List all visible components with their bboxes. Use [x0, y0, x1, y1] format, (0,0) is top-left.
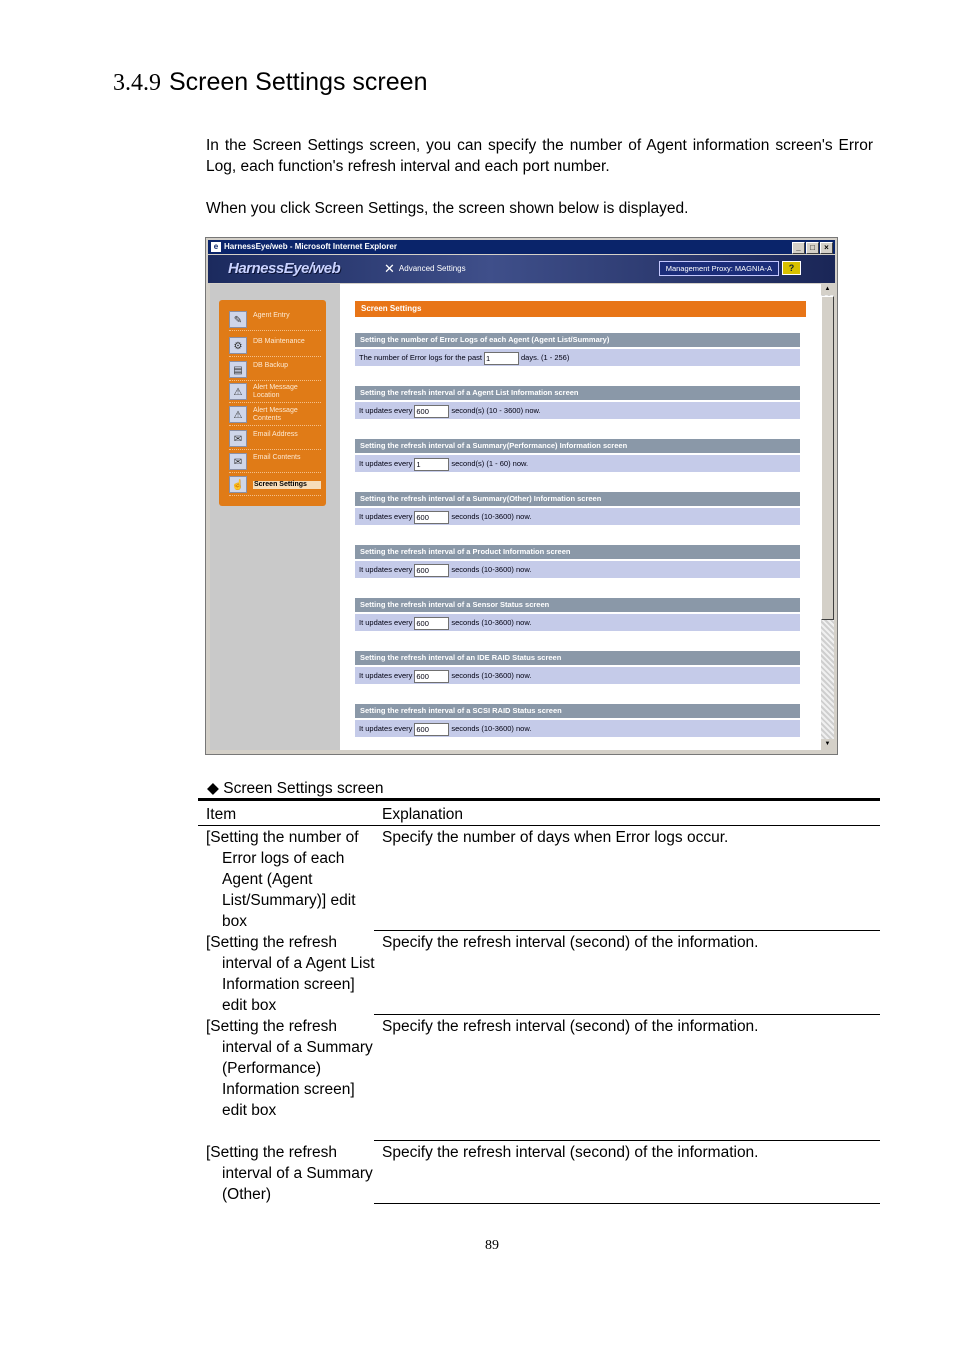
app-header — [208, 255, 835, 283]
row-text-after: seconds (10-3600) now. — [451, 724, 532, 733]
row-text-before: It updates every — [359, 671, 413, 680]
help-button[interactable]: ? — [782, 261, 801, 275]
interval-input[interactable]: 600 — [414, 564, 449, 577]
close-button[interactable]: × — [820, 242, 833, 254]
row-explanation: Specify the refresh interval (second) of the information. — [382, 1144, 759, 1161]
sidebar-item[interactable] — [229, 310, 321, 331]
table-row — [198, 1015, 880, 1141]
section-header: Setting the refresh interval of an IDE RAID Status screen — [355, 651, 800, 665]
table-row — [198, 1141, 880, 1205]
sidebar-item-label: Alert Message Location — [253, 384, 298, 399]
table-header — [198, 801, 880, 826]
app-logo: HarnessEye/web — [228, 260, 341, 277]
settings-section — [355, 439, 800, 472]
advanced-settings-title — [384, 261, 466, 277]
row-text-before: It updates every — [359, 618, 413, 627]
row-item: [Setting the refresh interval of a Summary (Performance) Information screen] edit box — [206, 1018, 373, 1119]
tools-icon: ✕ — [384, 261, 395, 276]
section-heading — [113, 68, 427, 97]
header-explanation: Explanation — [382, 806, 464, 823]
row-text-before: It updates every — [359, 724, 413, 733]
row-text-after: days. (1 - 256) — [520, 353, 570, 362]
email-contents-icon: ✉ — [229, 453, 247, 470]
sidebar-menu — [219, 300, 326, 506]
maximize-button[interactable]: □ — [806, 242, 819, 254]
settings-section — [355, 598, 800, 631]
sidebar-item[interactable] — [229, 382, 321, 403]
agent-entry-icon: ✎ — [229, 311, 247, 328]
screenshot-window — [205, 237, 838, 755]
click-paragraph: When you click Screen Settings, the screen shown below is displayed. — [206, 200, 689, 217]
sidebar-item-label: Email Contents — [253, 454, 301, 461]
screen-settings-icon: ☝ — [229, 476, 247, 493]
section-header: Setting the refresh interval of a Product Information screen — [355, 545, 800, 559]
row-text-after: seconds (10-3600) now. — [451, 565, 532, 574]
row-text-before: The number of Error logs for the past — [359, 353, 482, 362]
minimize-button[interactable]: _ — [792, 242, 805, 254]
row-text-before: It updates every — [359, 565, 413, 574]
scroll-thumb[interactable] — [821, 296, 834, 620]
sidebar-item-label: Email Address — [253, 431, 298, 438]
vertical-scrollbar[interactable] — [821, 284, 834, 750]
section-row — [355, 349, 800, 366]
sidebar-item-label: DB Backup — [253, 362, 289, 369]
row-explanation: Specify the refresh interval (second) of the information. — [382, 1018, 759, 1035]
sidebar-item[interactable] — [229, 452, 321, 473]
screen-settings-banner: Screen Settings — [355, 301, 806, 317]
settings-section — [355, 333, 800, 366]
browser-icon: e — [211, 242, 221, 252]
section-row — [355, 455, 800, 472]
section-row — [355, 402, 800, 419]
settings-section — [355, 704, 800, 737]
scroll-down-icon[interactable]: ▼ — [821, 739, 834, 750]
settings-content — [340, 284, 822, 750]
row-text-before: It updates every — [359, 512, 413, 521]
alert-contents-icon: ⚠ — [229, 406, 247, 423]
header-title: Advanced Settings — [398, 264, 466, 274]
interval-input[interactable]: 1 — [414, 458, 449, 471]
db-backup-icon: ▤ — [229, 361, 247, 378]
sidebar-item-label: Agent Entry — [253, 312, 290, 319]
section-row — [355, 667, 800, 684]
sidebar-item[interactable] — [229, 475, 321, 496]
sidebar-item[interactable] — [229, 360, 321, 381]
db-maintenance-icon: ⚙ — [229, 337, 247, 354]
row-text-after: seconds (10-3600) now. — [451, 671, 532, 680]
table-row — [198, 826, 880, 931]
row-explanation: Specify the refresh interval (second) of the information. — [382, 934, 759, 951]
section-header: Setting the number of Error Logs of each Agent (Agent List/Summary) — [355, 333, 800, 347]
figure-caption: ◆ Screen Settings screen — [207, 780, 384, 797]
settings-section — [355, 545, 800, 578]
window-titlebar — [208, 240, 835, 254]
section-title: Screen Settings screen — [169, 68, 428, 96]
settings-section — [355, 492, 800, 525]
row-text-before: It updates every — [359, 406, 413, 415]
management-proxy-select[interactable]: Management Proxy: MAGNIA-A — [659, 261, 779, 276]
sidebar-item-label: Screen Settings — [253, 481, 321, 489]
sidebar-item[interactable] — [229, 336, 321, 357]
row-text-after: second(s) (10 - 3600) now. — [451, 406, 541, 415]
row-text-after: seconds (10-3600) now. — [451, 618, 532, 627]
page-number: 89 — [485, 1238, 499, 1253]
alert-location-icon: ⚠ — [229, 383, 247, 400]
section-number: 3.4.9 — [113, 70, 161, 96]
scroll-up-icon[interactable]: ▲ — [821, 284, 834, 295]
section-header: Setting the refresh interval of a Agent List Information screen — [355, 386, 800, 400]
sidebar-item-label: Alert Message Contents — [253, 407, 298, 422]
interval-input[interactable]: 600 — [414, 723, 449, 736]
row-explanation: Specify the number of days when Error logs occur. — [382, 829, 729, 846]
sidebar-item-label: DB Maintenance — [253, 338, 305, 345]
settings-section — [355, 651, 800, 684]
section-row — [355, 720, 800, 737]
intro-paragraph: In the Screen Settings screen, you can specify the number of Agent information screen's Error Log, each function's refresh interval and each port number. — [206, 137, 873, 175]
section-header: Setting the refresh interval of a Summary(Other) Information screen — [355, 492, 800, 506]
header-item: Item — [206, 806, 237, 823]
row-item: [Setting the number of Error logs of each Agent (Agent List/Summary)] edit box — [206, 829, 359, 930]
row-text-before: It updates every — [359, 459, 413, 468]
interval-input[interactable]: 600 — [414, 670, 449, 683]
email-address-icon: ✉ — [229, 430, 247, 447]
row-divider — [374, 1203, 880, 1204]
interval-input[interactable]: 600 — [414, 405, 449, 418]
section-header: Setting the refresh interval of a Sensor Status screen — [355, 598, 800, 612]
window-controls — [791, 241, 833, 255]
window-title: HarnessEye/web - Microsoft Internet Explorer — [224, 242, 397, 251]
row-text-after: seconds (10-3600) now. — [451, 512, 532, 521]
section-header: Setting the refresh interval of a Summary(Performance) Information screen — [355, 439, 800, 453]
sidebar-item[interactable] — [229, 405, 321, 426]
section-row — [355, 508, 800, 525]
explanation-table — [198, 798, 880, 1205]
row-item: [Setting the refresh interval of a Agent List Information screen] edit box — [206, 934, 375, 1014]
row-text-after: second(s) (1 - 60) now. — [451, 459, 529, 468]
section-header: Setting the refresh interval of a SCSI RAID Status screen — [355, 704, 800, 718]
table-row — [198, 931, 880, 1015]
sidebar-item[interactable] — [229, 429, 321, 450]
interval-input[interactable]: 600 — [414, 617, 449, 630]
row-item: [Setting the refresh interval of a Summary (Other) — [206, 1144, 373, 1203]
section-row — [355, 561, 800, 578]
interval-input[interactable]: 600 — [414, 511, 449, 524]
interval-input[interactable]: 1 — [484, 352, 519, 365]
section-row — [355, 614, 800, 631]
settings-section — [355, 386, 800, 419]
